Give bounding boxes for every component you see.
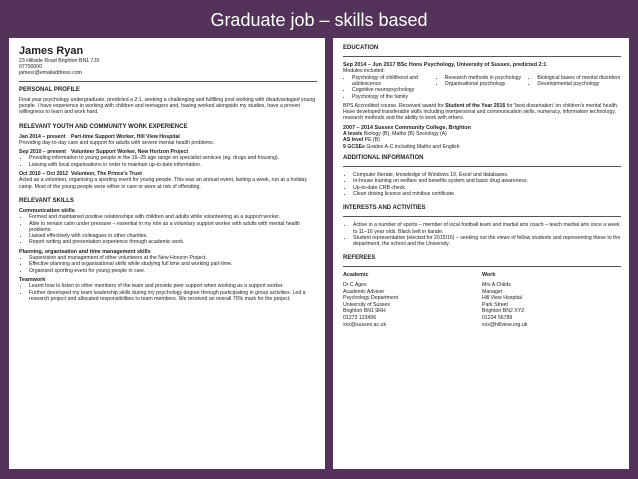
module-item: • Developmental psychology (537, 81, 621, 87)
referee-line: Manager (482, 288, 503, 295)
skill-bullet: • Learnt how to listen to other members of the team and provide peer support when working as a support worker. (29, 283, 317, 289)
divider (19, 81, 317, 82)
contact-block (19, 58, 317, 77)
address: 23 Hillside Road Brighton BN1 7JX (19, 58, 100, 64)
additional-item: • Clean driving licence and minibus certificate. (353, 191, 621, 197)
experience-heading: RELEVANT YOUTH AND COMMUNITY WORK EXPERIENCE (19, 123, 188, 130)
referees-heading: REFEREES (343, 255, 376, 262)
interests-list (343, 222, 621, 247)
bps-paragraph (343, 103, 621, 122)
cv-name: James Ryan (19, 45, 84, 57)
referee-line: 01234 56789 (482, 315, 513, 322)
skill-bullet: • Supervision and management of other volunteers at the New Horizon Project. (29, 255, 317, 261)
module-item: • Organisational psychology (445, 81, 529, 87)
bps-text: BPS Accredited course. Received award for (343, 102, 446, 109)
job-dates: Jan 2014 – present (19, 133, 66, 140)
referee-heading: Work (482, 272, 496, 279)
divider (343, 56, 621, 57)
skill-group (19, 249, 317, 274)
skill-group-heading: Communication skills (19, 207, 75, 214)
module-item: • Cognitive neuropsychology (352, 87, 436, 93)
modules-column (343, 75, 436, 100)
modules-column (528, 75, 621, 100)
as-level-label: AS level (343, 137, 364, 144)
job-bullets (19, 155, 317, 168)
skill-bullet: • Effective planning and organisational skills while studying full time and working part-time. (29, 261, 317, 267)
referee-line: Hill View Hospital (482, 295, 522, 302)
college-line: 2007 – 2014 Sussex Community College, Brighton (343, 124, 471, 131)
referee-heading: Academic (343, 272, 369, 279)
referee-line: Psychology Department (343, 295, 399, 302)
divider (343, 266, 621, 267)
job-title: Volunteer Support Worker, New Horizon Project (71, 149, 189, 156)
skill-group-heading: Teamwork (19, 277, 46, 284)
job-dates: Sep 2010 – present (19, 149, 67, 156)
referee-line: xxx@hillview.org.uk (482, 321, 528, 328)
referee-line: xxx@sussex.ac.uk (343, 321, 387, 328)
additional-item: • Computer literate, knowledge of Windows 10, Excel and databases. (353, 172, 621, 178)
education-heading: EDUCATION (343, 45, 379, 51)
module-item: • Biological bases of mental disorders (537, 75, 621, 81)
slide-title: Graduate job – skills based (210, 10, 428, 30)
a-levels-label: A levels (343, 131, 363, 138)
skill-bullets (19, 283, 317, 302)
referees (343, 272, 621, 328)
gcse-label: 9 GCSEs (343, 143, 365, 150)
job-text: Providing day-to-day care and support for adults with severe mental health problems. (19, 139, 215, 146)
referee-work (482, 272, 621, 328)
modules-column (436, 75, 529, 100)
bps-text-rest: for 'best dissertation' on children's mental health. Have developed transferable skills including interpersonal and communication skills, numeracy, information technology, research methods and the ability to work with others. (343, 102, 619, 122)
job-bullet: • Liaising with local organisations in order to maintain up-to-date information. (29, 162, 317, 168)
gcse-value: Grades A-C including Maths and English (364, 143, 460, 150)
skill-bullet: • Able to remain calm under pressure – essential in my role as a voluntary support worker with adults with mental health problems. (29, 221, 317, 234)
modules-list (343, 75, 621, 103)
degree-line: Sep 2014 – Jun 2017 BSc Hons Psychology, University of Sussex, predicted 2:1 (343, 62, 547, 68)
skill-bullet: • Formed and maintained positive relationships with children and adults while volunteering as a support worker. (29, 214, 317, 220)
additional-list (343, 172, 621, 197)
job-dates: Oct 2010 – Oct 2012 (19, 170, 69, 177)
module-item: • Research methods in psychology (445, 75, 529, 81)
a-levels-value: Biology (B), Maths (B) Sociology (A) (362, 131, 447, 138)
referee-line: Academic Adviser (343, 288, 385, 295)
referee-line: Park Street (482, 301, 508, 308)
divider (343, 166, 621, 167)
additional-heading: ADDITIONAL INFORMATION (343, 155, 424, 162)
divider (343, 216, 621, 217)
cv-page-1 (9, 38, 325, 469)
skills-heading: RELEVANT SKILLS (19, 197, 74, 204)
bps-award: Student of the Year 2016 (445, 102, 506, 109)
job-bullet: • Providing information to young people in the 16–25 age range on specialist services (eg. drugs and housing). (29, 155, 317, 161)
job-entry (19, 134, 317, 147)
skill-group-heading: Planning, organisation and time management skills (19, 248, 151, 255)
phone: 07700000 (19, 64, 43, 71)
referee-line: Brighton BN2 XYZ (482, 308, 525, 315)
job-entry (19, 171, 317, 190)
skill-bullet: • Further developed my team leadership skills during my psychology degree through participating in group activities. Led a research project and allocated responsibilities to team members. We received an overall 70% mark for the project. (29, 290, 317, 303)
skill-bullet: • Report writing and presentation experience through academic work. (29, 239, 317, 245)
skill-bullets (19, 214, 317, 245)
referee-line: Brighton BN1 9RH (343, 308, 386, 315)
referee-line: University of Sussex (343, 301, 390, 308)
profile-heading: PERSONAL PROFILE (19, 86, 80, 93)
referee-line: 01273 123456 (343, 315, 377, 322)
modules-label: Modules included: (343, 68, 385, 75)
job-title: Part-time Support Worker, Hill View Hospital (71, 133, 180, 140)
interests-heading: INTERESTS AND ACTIVITIES (343, 205, 426, 212)
email: jamesr@emailaddress.com (19, 70, 82, 77)
additional-item: • In-house training on welfare and benefits system and basic drug awareness. (353, 178, 621, 184)
skill-group (19, 208, 317, 246)
referee-line: Mrs A Childs (482, 282, 511, 289)
referee-line: Dr C Ages (343, 282, 367, 289)
module-item: • Psychology of the family (352, 94, 436, 100)
cv-page-2 (333, 38, 629, 469)
experience-list (19, 134, 317, 190)
interest-item: • Active in a number of sports – member of local football team and martial arts coach – teach martial arts once a week to 11–16 year olds. Black belt in karate. (353, 222, 621, 235)
additional-item: • Up-to-date CRB check. (353, 185, 621, 191)
job-title: Volunteer, The Prince's Trust (71, 170, 142, 177)
profile-text: Final year psychology undergraduate, predicted a 2:1, seeking a challenging and fulfilling post working with disadvantaged young people. I have experience in working with children and teenagers and, having worked alongside my studies, have a proven willingness to learn and work hard. (19, 96, 316, 116)
job-entry (19, 149, 317, 168)
module-item: • Psychology of childhood and adolescence (352, 75, 436, 88)
skill-bullet: • Organised sporting event for young people in care. (29, 268, 317, 274)
job-text: Acted as a volunteer, organising a sporting event for young people. This was an annual event, lasting a week, run at a holiday camp. Most of the young people were either in care or were at risk of offending. (19, 177, 307, 190)
skill-bullet: • Liaised effectively with colleagues in other charities. (29, 233, 317, 239)
skill-group (19, 277, 317, 302)
as-level-value: PE (B) (363, 137, 380, 144)
referee-academic (343, 272, 482, 328)
interest-item: • Student representative (elected for 2015/16) – seeking out the views of fellow students and representing these to the department, the school and the University. (353, 235, 621, 248)
skill-bullets (19, 255, 317, 274)
